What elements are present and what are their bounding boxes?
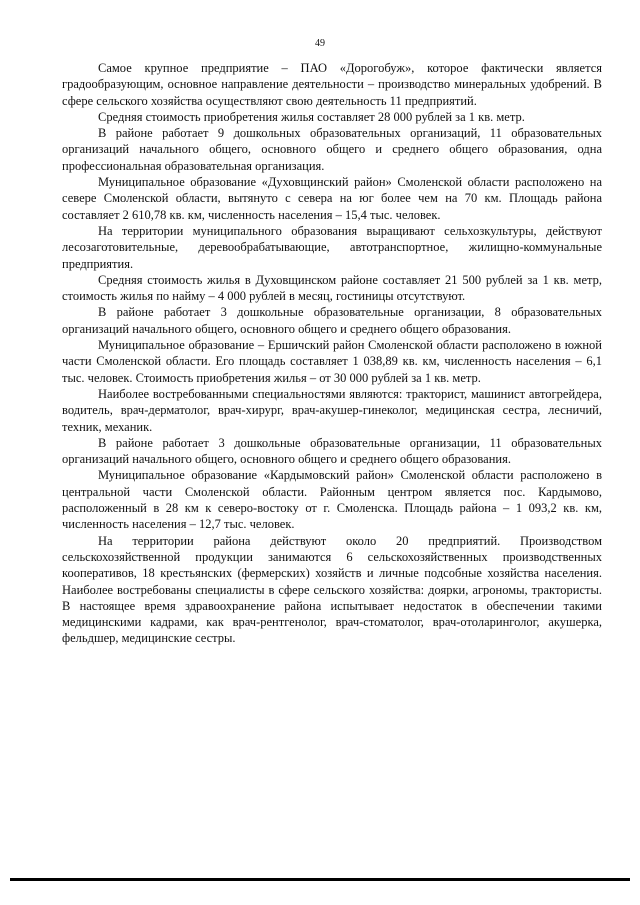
paragraph-dukhovshchina-overview: Муниципальное образование «Духовщинский район» Смоленской области расположено на севере Смоленской области, вытянуто с севера на юг более чем на 70 км. Площадь района составляет 2 610,78 кв. км, численность населения – 15,4 тыс. человек. [62,175,602,222]
paragraph-dukhovshchina-housing: Средняя стоимость жилья в Духовщинском районе составляет 21 500 рублей за 1 кв. метр, стоимость жилья по найму – 4 000 рублей в месяц, гостиницы отсутствуют. [62,272,602,304]
paragraph-ershichi-education: В районе работает 3 дошкольные образовательные организации, 11 образовательных организаций начального общего, основного общего и среднего общего образования. [62,435,602,467]
paragraph-dorogobuzh-enterprise: Самое крупное предприятие – ПАО «Дорогобуж», которое фактически является градообразующим, основное направление деятельности – производство минеральных удобрений. В сфере сельского хозяйства осуществляют свою деятельность 11 предприятий. [62,61,602,108]
paragraph-education-orgs: В районе работает 9 дошкольных образовательных организаций, 11 образовательных организаций начального общего, основного общего и среднего общего образования, одна профессиональная образовательная организация. [62,126,602,173]
paragraph-kardymovo-overview: Муниципальное образование «Кардымовский район» Смоленской области расположено в центральной части Смоленской области. Районным центром является пос. Кардымово, расположенный в 28 км к северо-востоку от г. Смоленска. Площадь района – 1 093,2 кв. км, численность населения – 12,7 тыс. человек. [62,468,602,532]
paragraph-housing-cost: Средняя стоимость приобретения жилья составляет 28 000 рублей за 1 кв. метр. [98,109,525,124]
paragraph-kardymovo-enterprises: На территории района действуют около 20 предприятий. Производством сельскохозяйственной продукции занимаются 6 сельскохозяйственных производственных кооперативов, 18 крестьянских (фермерских) хозяйств и личные подсобные хозяйства населения. Наиболее востребованы специалисты в сфере сельского хозяйства: доярки, агрономы, трактористы. В настоящее время здравоохранение района испытывает недостаток в обеспечении такими медицинскими кадрами, как врач-рентгенолог, врач-стоматолог, врач-отоларинголог, акушерка, фельдшер, медицинские сестры. [62,533,602,646]
paragraph-dukhovshchina-education: В районе работает 3 дошкольные образовательные организации, 8 образовательных организаций начального общего, основного общего и среднего общего образования. [62,305,602,336]
bottom-rule [10,878,630,881]
paragraph-ershichi-specialties: Наиболее востребованными специальностями являются: тракторист, машинист автогрейдера, водитель, врач-дерматолог, врач-хирург, врач-акушер-гинеколог, медицинская сестра, лесничий, техник, механик. [62,386,602,434]
paragraph-ershichi-overview: Муниципальное образование – Ершичский район Смоленской области расположено в южной части Смоленской области. Его площадь составляет 1 038,89 кв. км, численность населения – 6,1 тыс. человек. Стоимость приобретения жилья – от 30 000 рублей за 1 кв. метр. [62,338,602,385]
document-body [62,60,602,647]
page-number: 49 [315,38,325,49]
paragraph-dukhovshchina-industry: На территории муниципального образования выращивают сельхозкультуры, действуют лесозаготовительные, деревообрабатывающие, автотранспортное, жилищно-коммунальные предприятия. [62,223,602,271]
